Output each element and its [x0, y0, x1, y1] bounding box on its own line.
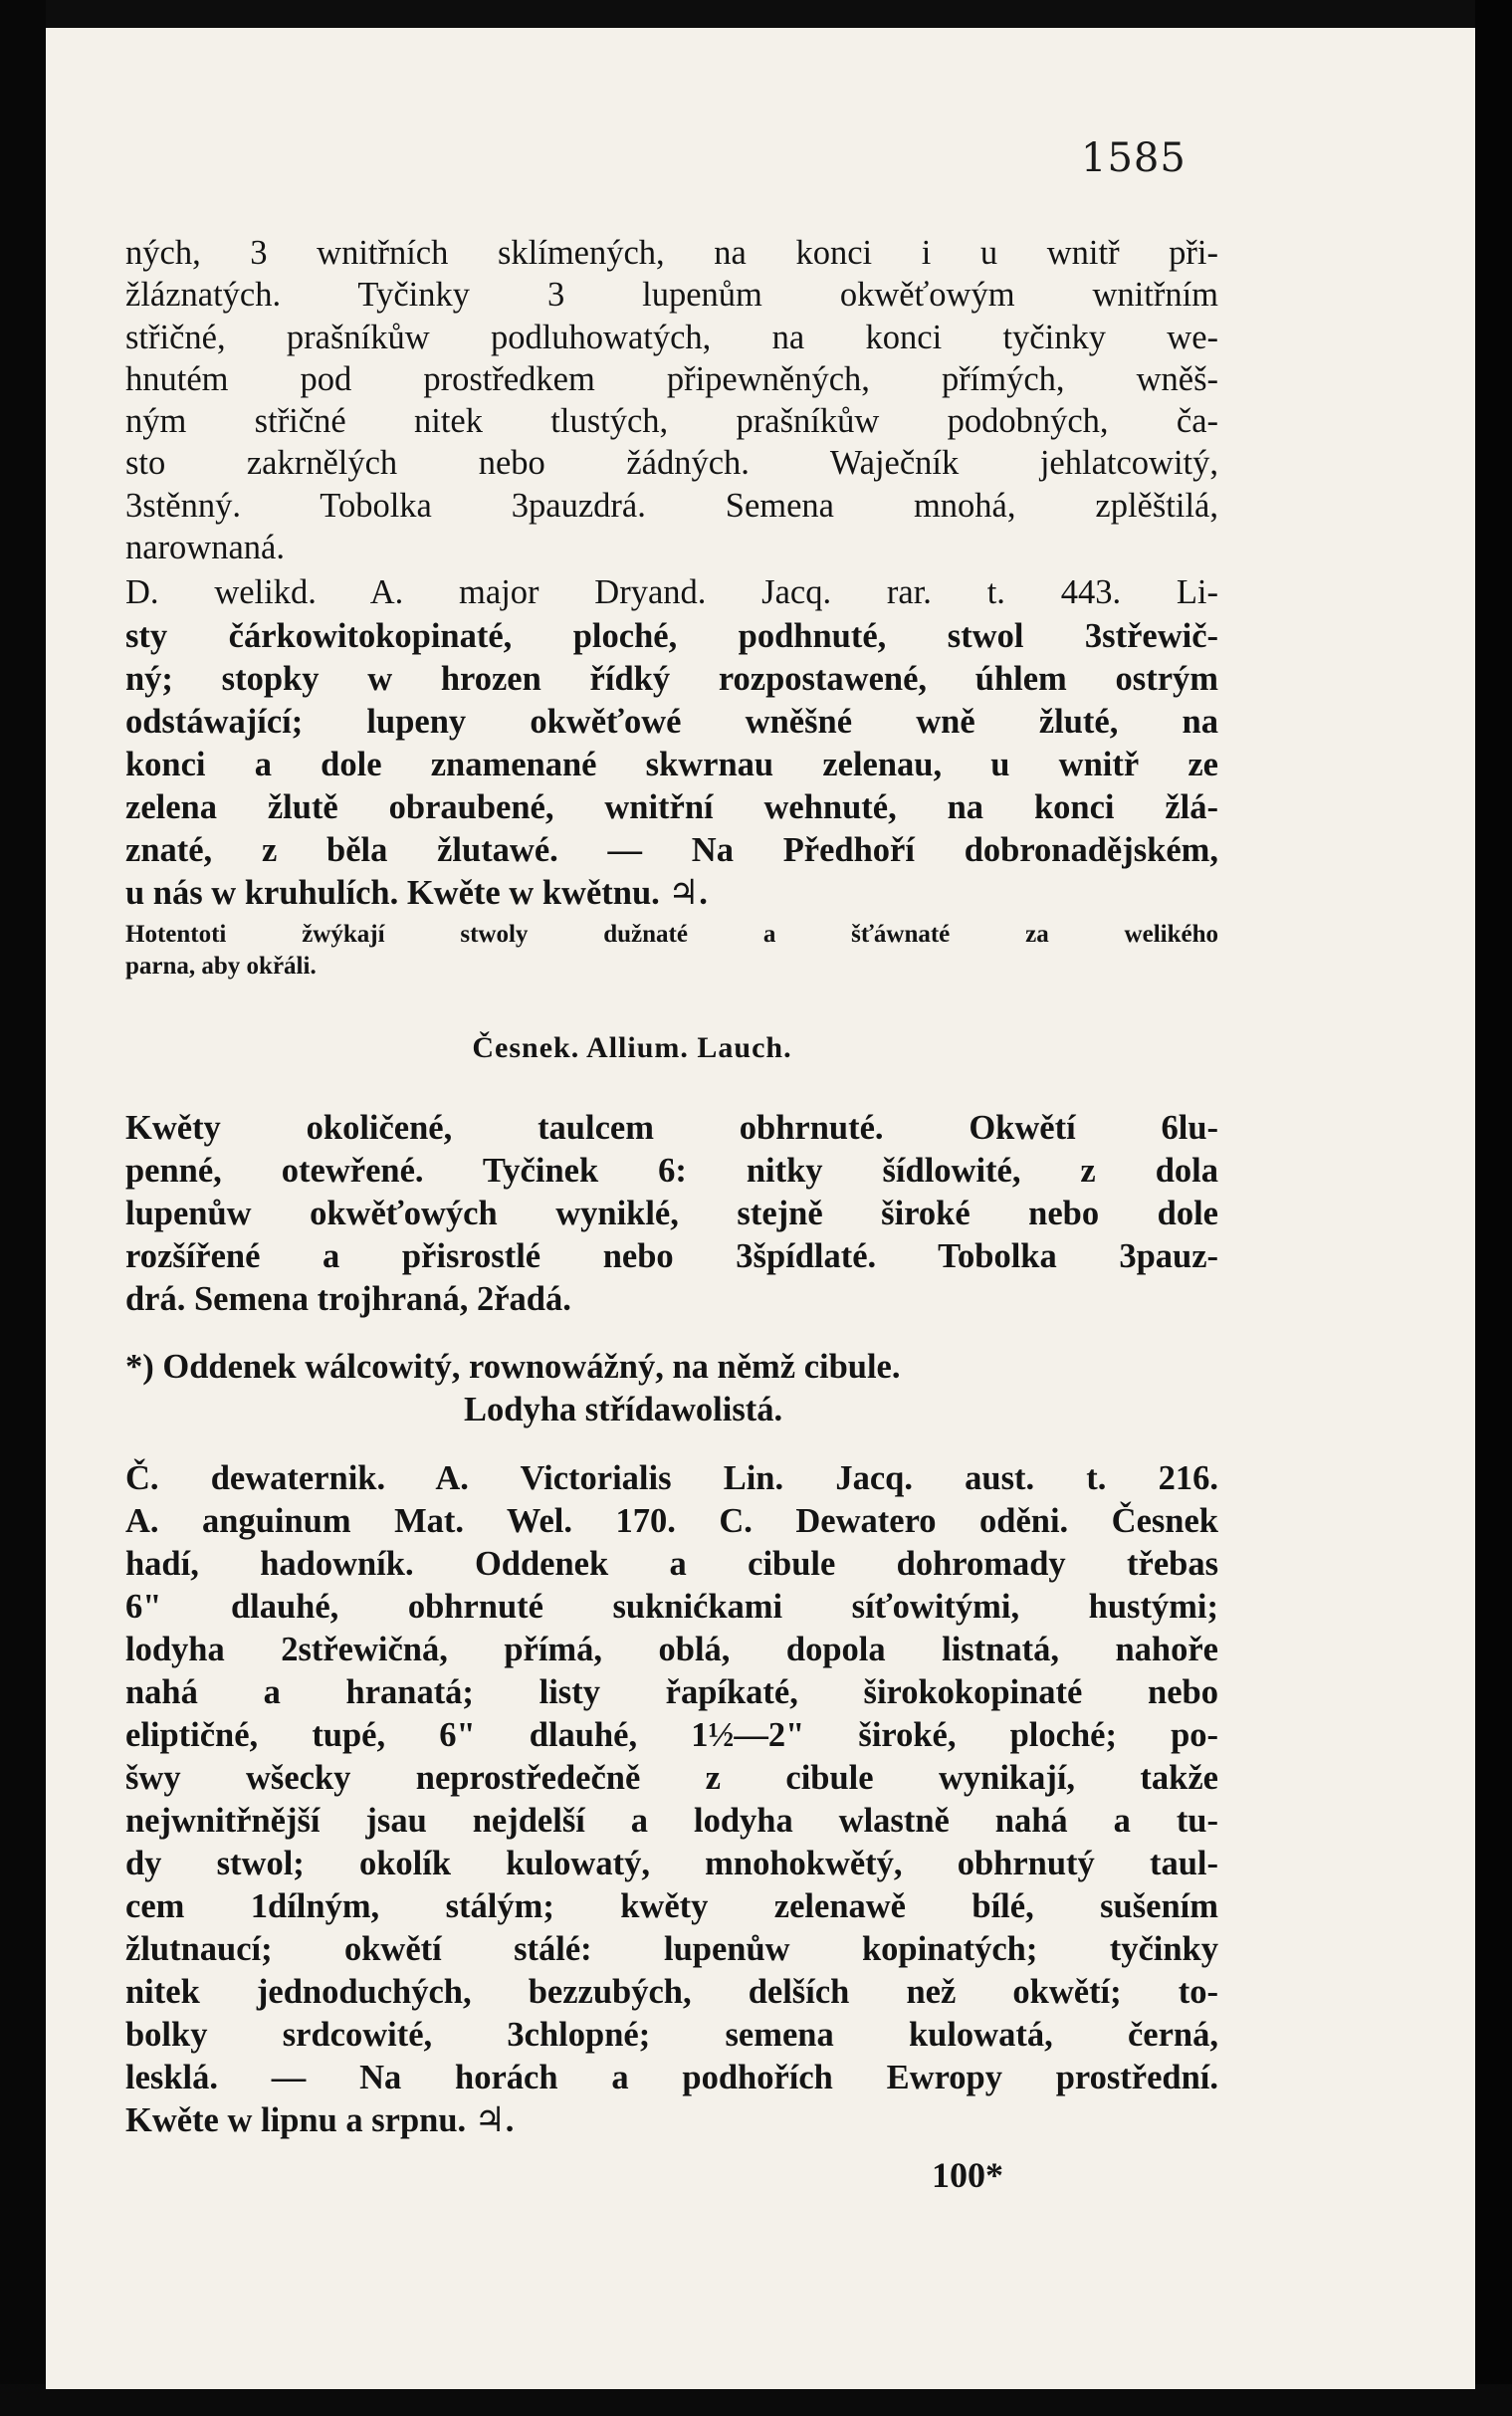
genus-heading: Česnek. Allium. Lauch.: [472, 1031, 792, 1064]
text-line: 6" dlauhé, obhrnuté suknićkami síťowitými, hustými;: [125, 1588, 1218, 1626]
text-line: Kwěty okoličené, taulcem obhrnuté. Okwětí 6lu-: [125, 1109, 1218, 1147]
text-line: zelena žlutě obraubené, wnitřní wehnuté, na konci žlá-: [125, 788, 1218, 826]
text-line: dy stwol; okolík kulowatý, mnohokwětý, obhrnutý taul-: [125, 1845, 1218, 1882]
text-line: nitek jednoduchých, bezzubých, delších než okwětí; to-: [125, 1973, 1218, 2011]
text-line: lodyha 2střewičná, přímá, oblá, dopola listnatá, nahoře: [125, 1631, 1218, 1668]
text-line: hadí, hadowník. Oddenek a cibule dohromady třebas: [125, 1545, 1218, 1583]
text-line: lesklá. — Na horách a podhořích Ewropy prostřední.: [125, 2059, 1218, 2096]
text-line: hnutém pod prostředkem připewněných, přímých, wněš-: [125, 360, 1218, 398]
text-line: odstáwající; lupeny okwěťowé wněšné wně žluté, na: [125, 703, 1218, 741]
text-line: střičné, prašníkůw podluhowatých, na konci tyčinky we-: [125, 319, 1218, 356]
text-line: žláznatých. Tyčinky 3 lupenům okwěťowým wnitřním: [125, 276, 1218, 314]
scan-border-left: [0, 0, 46, 2416]
text-line: drá. Semena trojhraná, 2řadá.: [125, 1280, 571, 1318]
text-line: ným střičné nitek tlustých, prašníkůw podobných, ča-: [125, 402, 1218, 440]
text-line: u nás w kruhulích. Kwěte w kwětnu. ♃.: [125, 874, 708, 912]
note-line: parna, aby okřáli.: [125, 953, 317, 980]
text-line: lupenůw okwěťowých wyniklé, stejně široké nebo dole: [125, 1195, 1218, 1232]
text-line: rozšířené a přisrostlé nebo 3špídlaté. Tobolka 3pauz-: [125, 1237, 1218, 1275]
text-line: nahá a hranatá; listy řapíkaté, širokokopinaté nebo: [125, 1673, 1218, 1711]
text-line: znaté, z běla žlutawé. — Na Předhoří dobronadějském,: [125, 831, 1218, 869]
footnote-line: *) Oddenek wálcowitý, rownowážný, na němž cibule.: [125, 1348, 901, 1386]
footnote-line: Lodyha střídawolistá.: [464, 1391, 783, 1428]
text-line: nejwnitřnější jsau nejdelší a lodyha wlastně nahá a tu-: [125, 1802, 1218, 1840]
species-entry-line: Č. dewaternik. A. Victorialis Lin. Jacq. aust. t. 216.: [125, 1459, 1218, 1497]
text-line: Kwěte w lipnu a srpnu. ♃.: [125, 2101, 515, 2139]
text-line: eliptičné, tupé, 6" dlauhé, 1½—2" široké, ploché; po-: [125, 1716, 1218, 1754]
text-line: ných, 3 wnitřních sklímených, na konci i u wnitř při-: [125, 234, 1218, 272]
signature-mark: 100*: [932, 2155, 1003, 2195]
section-heading: [86, 1024, 1179, 1068]
text-line: A. anguinum Mat. Wel. 170. C. Dewatero oděni. Česnek: [125, 1502, 1218, 1540]
text-line: bolky srdcowité, 3chlopné; semena kulowatá, černá,: [125, 2016, 1218, 2054]
scan-border-right: [1475, 0, 1512, 2416]
text-line: žlutnaucí; okwětí stálé: lupenůw kopinatých; tyčinky: [125, 1930, 1218, 1968]
text-line: cem 1dílným, stálým; kwěty zelenawě bílé, sušením: [125, 1887, 1218, 1925]
text-line: sto zakrnělých nebo žádných. Waječník jehlatcowitý,: [125, 444, 1218, 482]
text-line: konci a dole znamenané skwrnau zelenau, u wnitř ze: [125, 746, 1218, 783]
species-entry-line: D. welikd. A. major Dryand. Jacq. rar. t. 443. Li-: [125, 573, 1218, 611]
note-line: Hotentoti žwýkají stwoly dužnaté a šťáwnaté za welikého: [125, 921, 1218, 948]
book-page: [46, 28, 1475, 2389]
text-line: ný; stopky w hrozen řídký rozpostawené, úhlem ostrým: [125, 660, 1218, 698]
text-line: 3stěnný. Tobolka 3pauzdrá. Semena mnohá, zplěštilá,: [125, 487, 1218, 525]
text-line: sty čárkowitokopinaté, ploché, podhnuté, stwol 3střewič-: [125, 617, 1218, 655]
page-number: 1585: [1081, 135, 1187, 181]
text-line: penné, otewřené. Tyčinek 6: nitky šídlowité, z dola: [125, 1152, 1218, 1190]
text-line: šwy wšecky neprostředečně z cibule wynikají, takže: [125, 1759, 1218, 1797]
text-line: narownaná.: [125, 529, 285, 566]
